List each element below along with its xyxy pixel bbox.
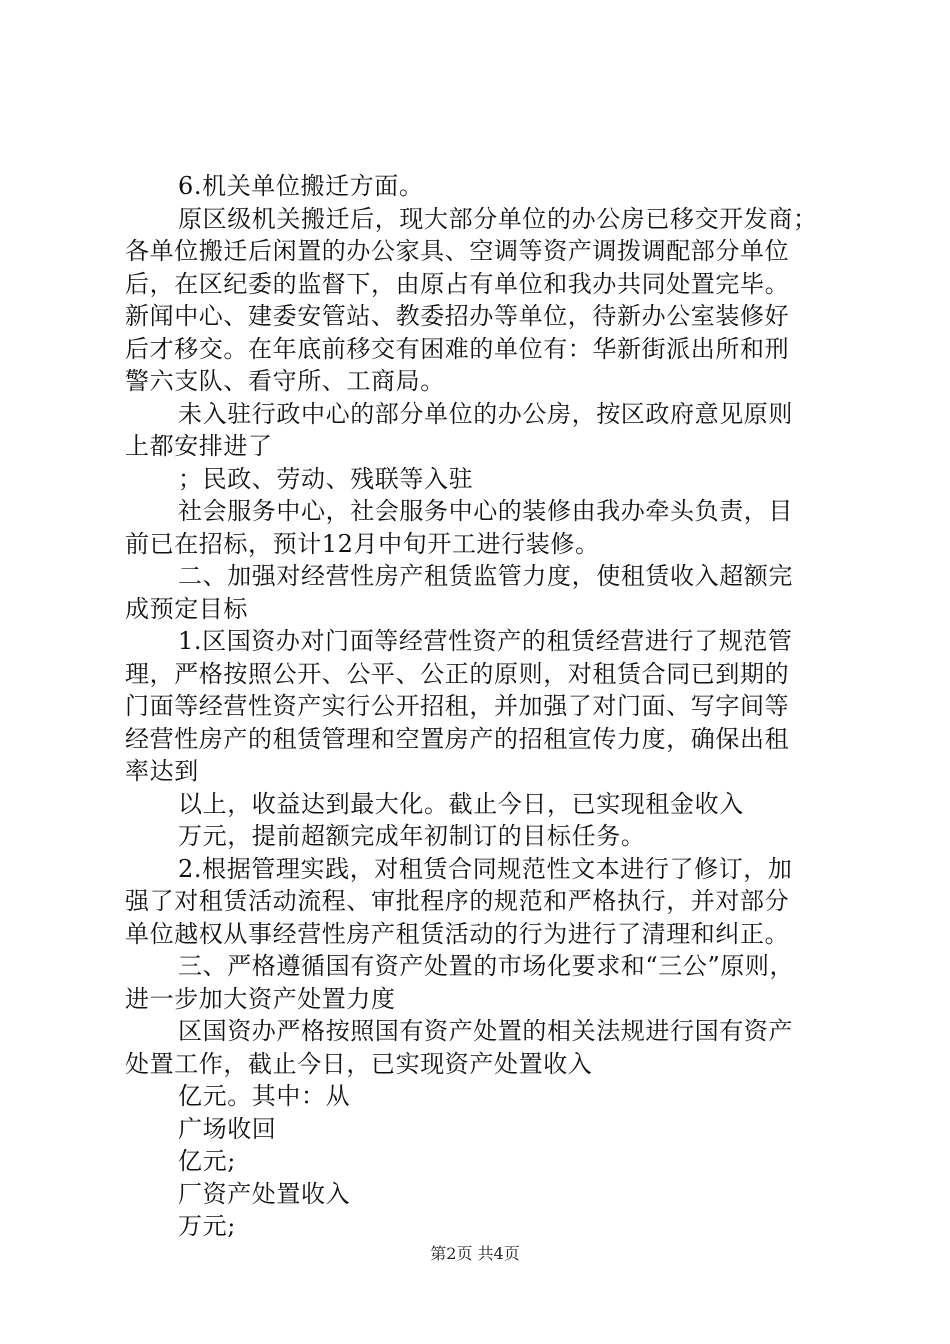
text-line: 单位越权从事经营性房产租赁活动的行为进行了清理和纠正。 bbox=[125, 919, 790, 948]
text-line: 三、严格遵循国有资产处置的市场化要求和“三公”原则， bbox=[178, 952, 795, 980]
text-line: 成预定目标 bbox=[125, 594, 248, 623]
text-line: 前已在招标，预计12月中旬开工进行装修。 bbox=[125, 529, 600, 558]
text-line: 进一步加大资产处置力度 bbox=[125, 984, 396, 1013]
text-line: 广场收回 bbox=[178, 1114, 277, 1143]
text-line: 原区级机关搬迁后，现大部分单位的办公房已移交开发商； bbox=[178, 204, 818, 233]
text-line: 未入驻行政中心的部分单位的办公房，按区政府意见原则 bbox=[178, 399, 793, 428]
text-line: 门面等经营性资产实行公开招租，并加强了对门面、写字间等 bbox=[125, 692, 790, 720]
text-line: 经营性房产的租赁管理和空置房产的招租宣传力度，确保出租 bbox=[125, 724, 790, 753]
text-line: ；民政、劳动、残联等入驻 bbox=[178, 464, 474, 493]
text-line: 后才移交。在年底前移交有困难的单位有：华新街派出所和刑 bbox=[125, 334, 790, 363]
page-footer: 第2页 共4页 bbox=[430, 1244, 520, 1263]
text-line: 2.根据管理实践，对租赁合同规范性文本进行了修订，加 bbox=[178, 854, 793, 883]
text-line: 上都安排进了 bbox=[125, 432, 273, 460]
text-line: 率达到 bbox=[125, 757, 199, 785]
text-line: 二、加强对经营性房产租赁监管力度，使租赁收入超额完 bbox=[178, 562, 793, 590]
text-line: 理，严格按照公开、公平、公正的原则，对租赁合同已到期的 bbox=[125, 659, 790, 688]
text-line: 强了对租赁活动流程、审批程序的规范和严格执行，并对部分 bbox=[125, 887, 790, 915]
text-line: 万元，提前超额完成年初制订的目标任务。 bbox=[178, 822, 646, 850]
text-line: 后，在区纪委的监督下，由原占有单位和我办共同处置完毕。 bbox=[125, 269, 790, 298]
document-body bbox=[125, 170, 837, 1243]
text-line: 厂资产处置收入 bbox=[178, 1179, 351, 1208]
text-line: 以上，收益达到最大化。截止今日，已实现租金收入 bbox=[178, 789, 744, 818]
text-line: 新闻中心、建委安管站、教委招办等单位，待新办公室装修好 bbox=[125, 302, 790, 330]
text-line: 亿元。其中：从 bbox=[178, 1082, 351, 1110]
text-line: 处置工作，截止今日，已实现资产处置收入 bbox=[125, 1049, 593, 1078]
text-line: 区国资办严格按照国有资产处置的相关法规进行国有资产 bbox=[178, 1017, 793, 1045]
text-line: 警六支队、看守所、工商局。 bbox=[125, 367, 445, 395]
text-line: 各单位搬迁后闲置的办公家具、空调等资产调拨调配部分单位 bbox=[125, 237, 790, 265]
text-line: 6.机关单位搬迁方面。 bbox=[178, 172, 424, 200]
text-line: 1.区国资办对门面等经营性资产的租赁经营进行了规范管 bbox=[178, 627, 793, 655]
text-line: 万元; bbox=[178, 1212, 236, 1240]
text-line: 社会服务中心，社会服务中心的装修由我办牵头负责，目 bbox=[178, 497, 793, 525]
text-line: 亿元; bbox=[178, 1147, 236, 1175]
